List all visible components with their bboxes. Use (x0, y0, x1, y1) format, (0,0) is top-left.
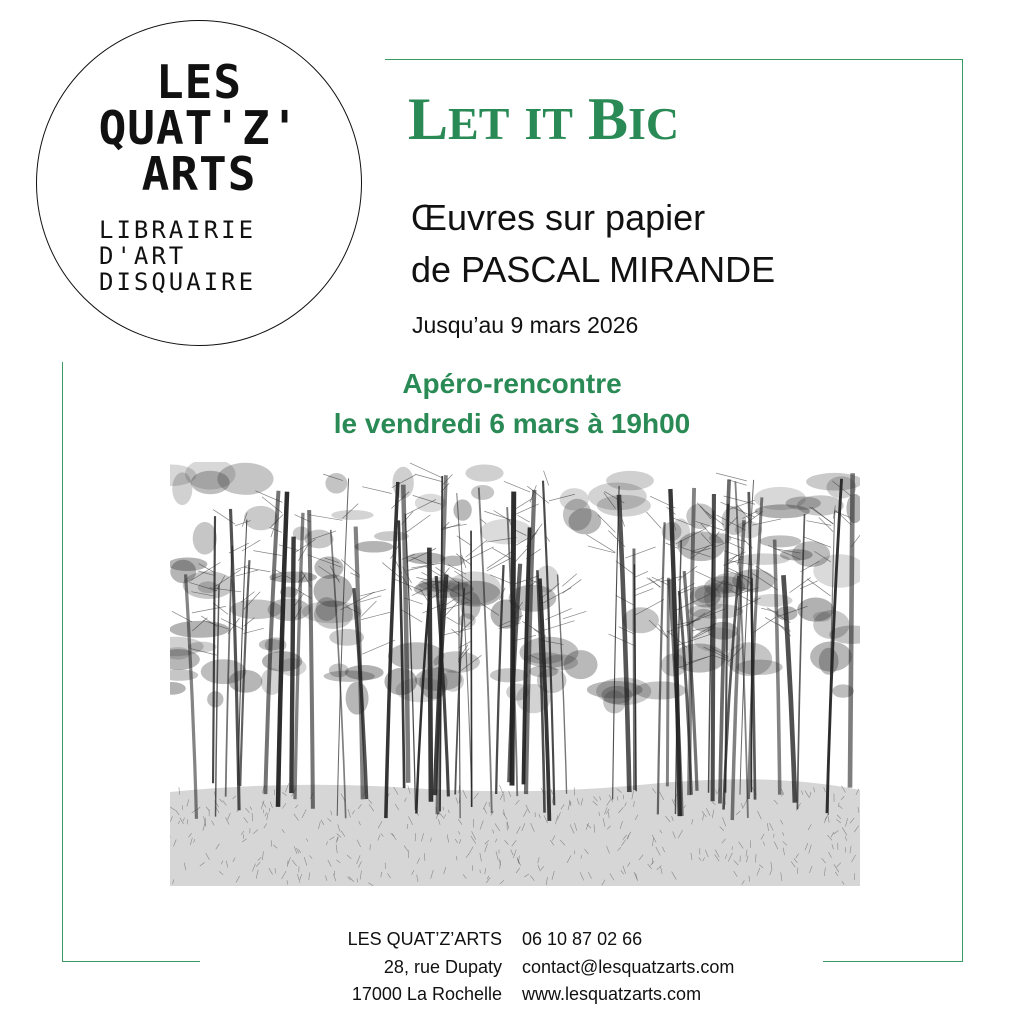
frame-left-line (62, 362, 63, 962)
foliage-clump (597, 495, 651, 517)
pine-trunk (291, 537, 293, 793)
foliage-clump (406, 552, 445, 564)
forest-illustration (170, 462, 860, 886)
foliage-clump (346, 682, 369, 715)
foliage-clump (759, 535, 801, 547)
exhibition-title (408, 82, 679, 161)
contact-website[interactable]: www.lesquatzarts.com (522, 984, 702, 1004)
logo-name-line1: LES (155, 55, 243, 109)
foliage-clump (471, 485, 494, 500)
title-word-it: IT (524, 98, 573, 149)
subtitle-works: Œuvres sur papier (411, 197, 706, 238)
foliage-clump (819, 648, 839, 675)
logo-circle (36, 20, 362, 346)
frame-bottom-right-line (823, 961, 963, 962)
contact-email[interactable]: contact@lesquatzarts.com (522, 956, 735, 977)
foliage-clump (447, 571, 501, 604)
foliage-clump (738, 553, 790, 564)
foliage-clump (188, 642, 217, 652)
foliage-clump (453, 499, 471, 520)
logo-name-line2: QUAT'Z' (98, 101, 300, 155)
contact-street: 28, rue Dupaty (383, 956, 502, 977)
event-title: Apéro-rencontre (402, 368, 622, 399)
title-rest-ic: IC (628, 98, 680, 149)
foliage-clump (623, 607, 659, 633)
foliage-clump (207, 691, 223, 707)
logo-subtitle-line2: D'ART (99, 242, 187, 270)
pine-trunk (429, 548, 431, 802)
event-date: le vendredi 6 mars à 19h00 (333, 408, 691, 439)
contact-phone[interactable]: 06 10 87 02 66 (522, 929, 643, 949)
foliage-clump (201, 659, 247, 684)
foliage-clump (193, 522, 217, 555)
title-cap-b: B (588, 86, 629, 152)
frame-right-line (962, 59, 963, 962)
pine-trunk (850, 473, 853, 787)
title-rest-et: ET (448, 98, 510, 149)
subtitle-artist: de PASCAL MIRANDE (411, 249, 776, 290)
contact-address-block (262, 926, 502, 1009)
title-cap-l: L (408, 86, 449, 152)
contact-city: 17000 La Rochelle (351, 984, 502, 1004)
foliage-clump (331, 510, 373, 520)
foliage-clump (564, 650, 598, 679)
contact-shop-name: LES QUAT’Z’ARTS (347, 929, 502, 949)
artwork-pine-forest-drawing (170, 462, 860, 886)
foliage-clump (355, 541, 394, 553)
pine-trunk (512, 492, 514, 786)
logo-subtitle-line1: LIBRAIRIE (99, 216, 257, 244)
foliage-clump (244, 506, 278, 530)
foliage-clump (563, 499, 592, 531)
foliage-clump (490, 668, 529, 682)
exhibition-dates: Jusqu’au 9 mars 2026 (412, 312, 639, 338)
frame-top-line (385, 59, 963, 60)
logo-subtitle-line3: DISQUAIRE (99, 268, 257, 296)
forest-ground (170, 779, 860, 886)
foliage-clump (170, 621, 229, 638)
frame-bottom-left-line (62, 961, 200, 962)
contact-details-block (522, 926, 802, 1009)
pine-trunk (751, 578, 752, 792)
logo-name-line3: ARTS (141, 147, 257, 201)
foliage-clump (465, 464, 503, 481)
pine-trunk (667, 578, 668, 787)
foliage-clump (314, 556, 343, 579)
foliage-clump (313, 575, 352, 608)
